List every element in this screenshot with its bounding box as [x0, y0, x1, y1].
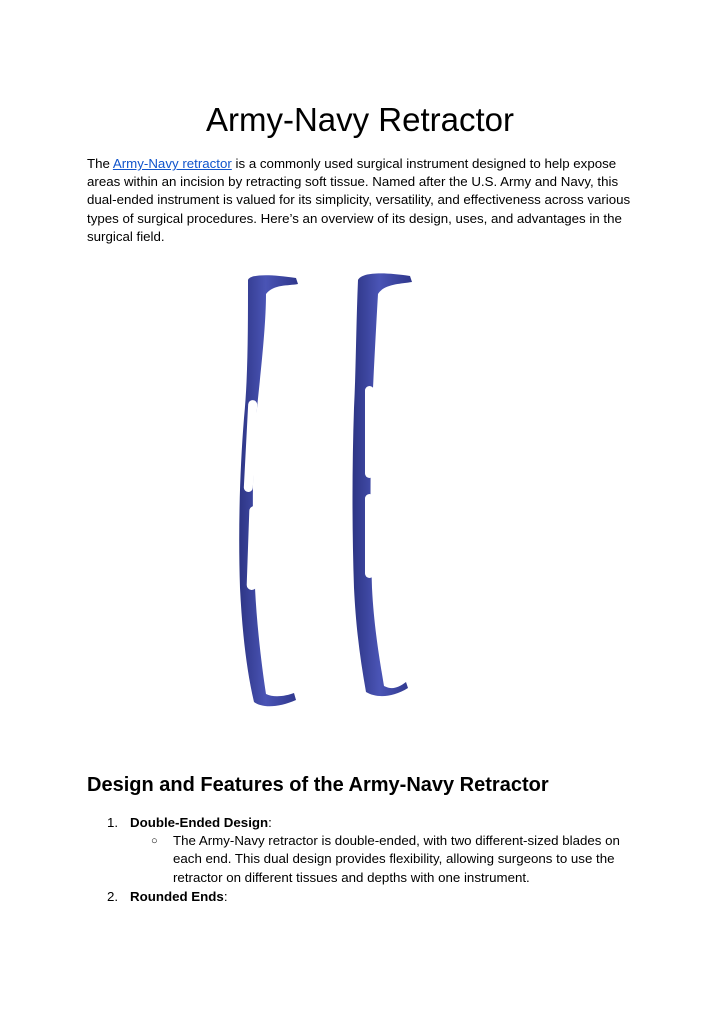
item-label: Double-Ended Design	[130, 815, 269, 830]
features-list	[87, 814, 647, 907]
slot-lower-right	[365, 494, 374, 578]
list-item	[87, 888, 647, 906]
item-detail: The Army-Navy retractor is double-ended, with two different-sized blades on each end. This dual design provides flexibility, allowing surgeons to use the retractor on different tissues and depths with one instrument.	[173, 833, 620, 885]
list-number: 1.	[107, 815, 119, 830]
list-number: 2.	[107, 888, 119, 904]
sub-list	[130, 832, 647, 887]
retractor-image	[230, 268, 430, 718]
intro-paragraph	[87, 155, 635, 246]
retractor-link[interactable]: Army-Navy retractor	[112, 156, 232, 171]
hollow-bullet-icon: ○	[151, 835, 158, 848]
item-label: Rounded Ends	[130, 888, 224, 904]
item-colon: :	[223, 888, 228, 904]
sub-list-item	[130, 832, 647, 887]
section-heading: Design and Features of the Army-Navy Retractor	[87, 774, 549, 796]
intro-prefix: The	[87, 156, 113, 171]
list-item	[87, 814, 647, 887]
retractor-left-illustration	[239, 275, 298, 706]
slot-upper-right	[365, 386, 374, 478]
page-title: Army-Navy Retractor	[205, 101, 515, 138]
retractor-right-illustration	[353, 273, 413, 696]
intro-body: is a commonly used surgical instrument designed to help expose areas within an incision by retracting soft tissue. Named after the U.S. Army and Navy, this dual-ended instrument is valued for its simplicity, versatility, and effectiveness across various types of surgical procedures. Here’s an overview of its design, uses, and advantages in the surgical field.	[87, 156, 631, 244]
item-colon: :	[268, 815, 272, 830]
